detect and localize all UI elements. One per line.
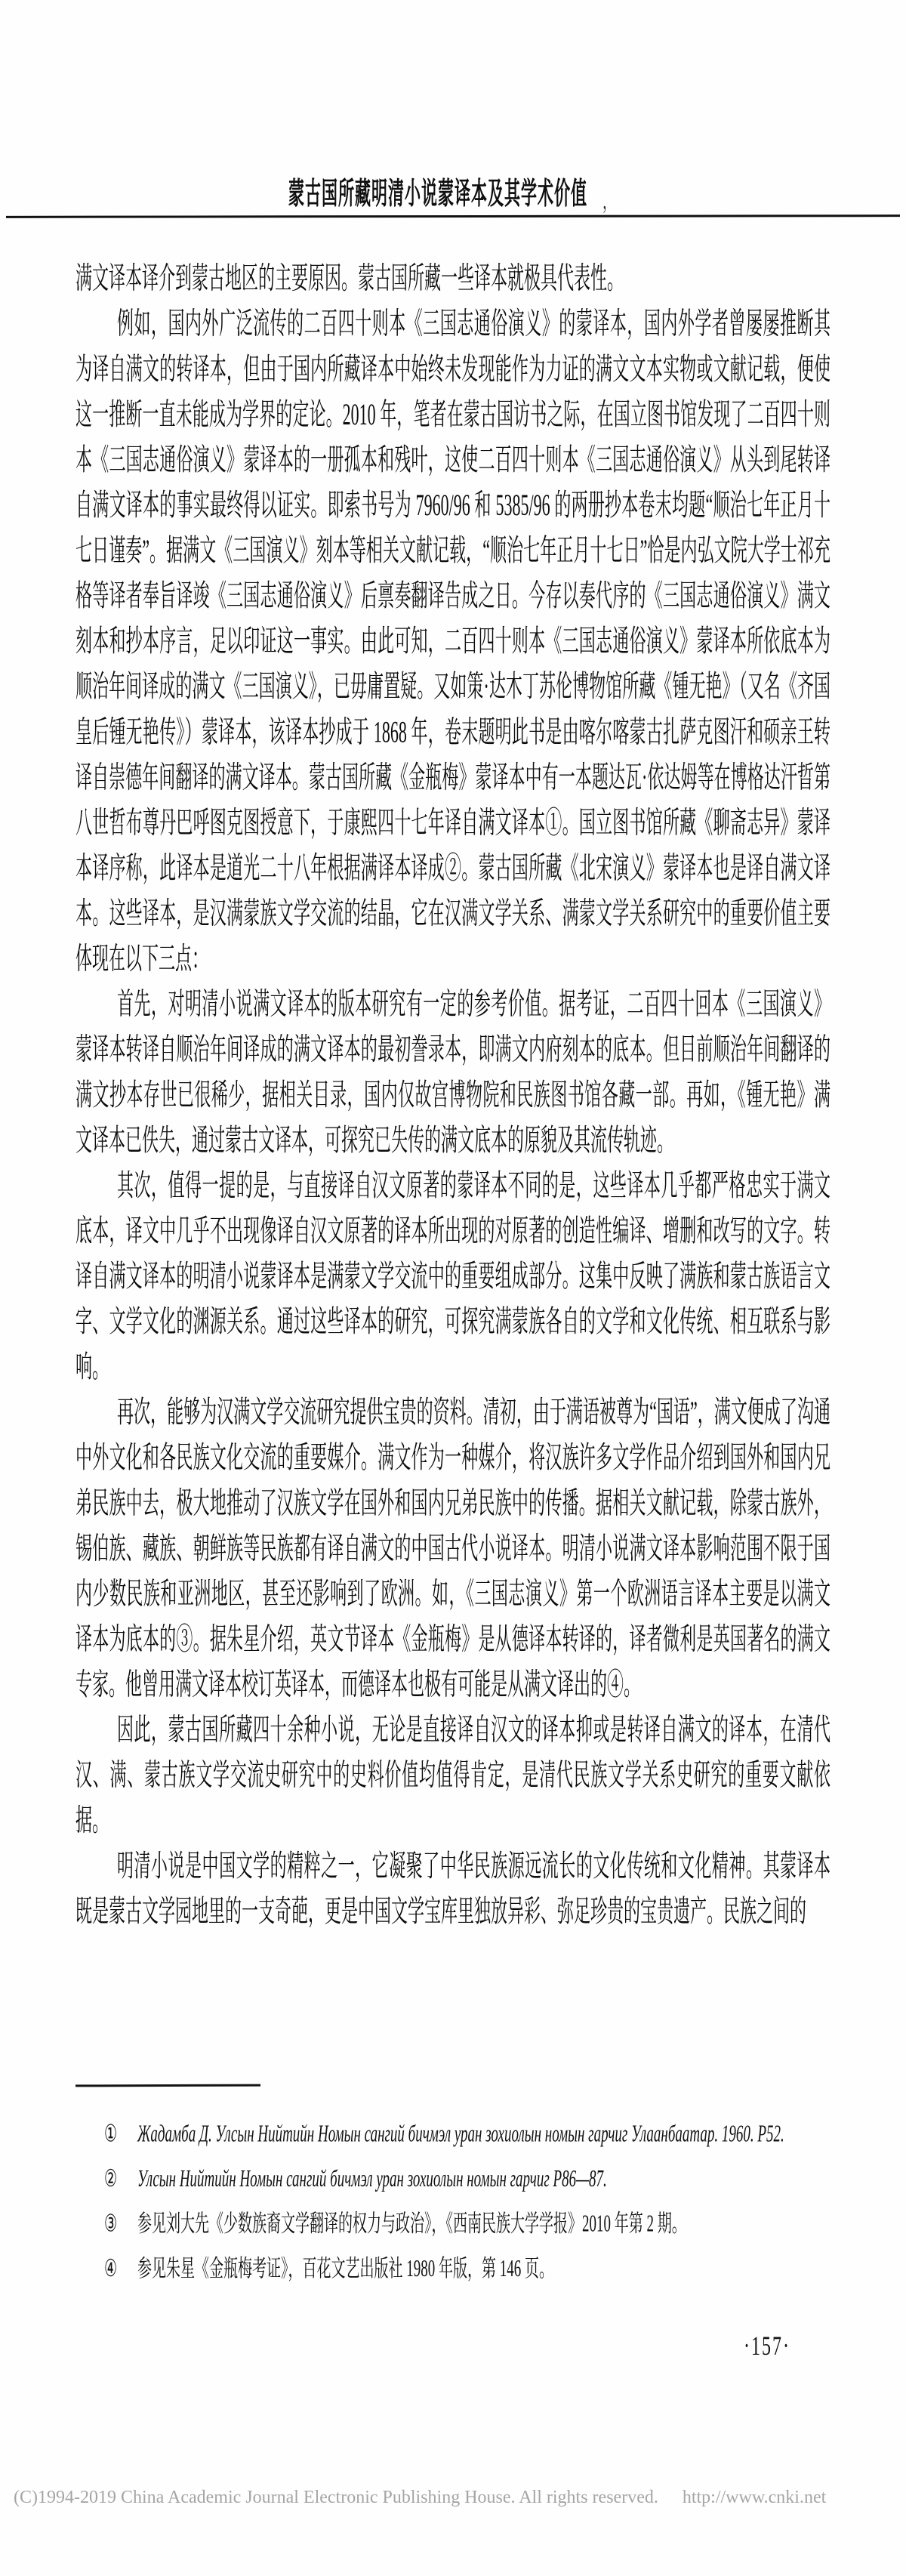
body-paragraph: 例如，国内外广泛流传的二百四十则本《三国志通俗演义》的蒙译本，国内外学者曾屡屡推断其为译自满文的转译本，但由于国内所藏译本中始终未发现能作为力证的满文文本实物或文献记载，便使这一推断一直未能成为学界的定论。2010 年，笔者在蒙古国访书之际，在国立图书馆发现了二百四十则本《三国志通俗演义》蒙译本的一册孤本和残叶，这使二百四十则本《三国志通俗演义》从头到尾转译自满文译本的事实最终得以证实。即索书号为 7960/96 和 5385/96 的两册抄本卷末均题“顺治七年正月十七日谨奏”。据满文《三国演义》刻本等相关文献记载，“顺治七年正月十七日”恰是内弘文院大学士祁充格等译者奉旨译竣《三国志通俗演义》后禀奏翻译告成之日。今存以奏代序的《三国志通俗演义》满文刻本和抄本序言，足以印证这一事实。由此可知，二百四十则本《三国志通俗演义》蒙译本所依底本为顺治年间译成的满文《三国演义》，已毋庸置疑。又如策·达木丁苏伦博物馆所藏《锺无艳》（又名《齐国皇后锺无艳传》）蒙译本，该译本抄成于 1868 年，卷末题明此书是由喀尔喀蒙古扎萨克图汗和硕亲王转译自崇德年间翻译的满文译本。蒙古国所藏《金瓶梅》蒙译本中有一本题达瓦·依达姆等在博格达汗晢第八世哲布尊丹巴呼图克图授意下，于康熙四十七年译自满文译本①。国立图书馆所藏《聊斋志异》蒙译本译序称，此译本是道光二十八年根据满译本译成②。蒙古国所藏《北宋演义》蒙译本也是译自满文译本。这些译本，是汉满蒙族文学交流的结晶，它在汉满文学关系、满蒙文学关系研究中的重要价值主要体现在以下三点： xyxy=(76,306,830,976)
footnotes-section xyxy=(104,2119,844,2299)
copyright-text: (C)1994-2019 China Academic Journal Electronic Publishing House. All rights reserved. xyxy=(14,2488,658,2507)
page-number: ·157· xyxy=(744,2332,790,2362)
footnote-item xyxy=(104,2209,844,2240)
body-paragraph: 其次，值得一提的是，与直接译自汉文原著的蒙译本不同的是，这些译本几乎都严格忠实于满文底本，译文中几乎不出现像译自汉文原著的译本所出现的对原著的创造性编译、增删和改写的文字。转译自满文译本的明清小说蒙译本是满蒙文学交流中的重要组成部分。这集中反映了满族和蒙古族语言文字、文学文化的渊源关系。通过这些译本的研究，可探究满蒙族各自的文学和文化传统、相互联系与影响。 xyxy=(76,1168,830,1384)
body-paragraph: 首先，对明清小说满文译本的版本研究有一定的参考价值。据考证，二百四十回本《三国演义》蒙译本转译自顺治年间译成的满文译本的最初誊录本，即满文内府刻本的底本。但目前顺治年间翻译的满文抄本存世已很稀少，据相关目录，国内仅故宫博物院和民族图书馆各藏一部。再如，《锺无艳》满文译本已佚失，通过蒙古文译本，可探究已失传的满文底本的原貌及其流传轨迹。 xyxy=(76,986,830,1157)
body-paragraph: 满文译本译介到蒙古地区的主要原因。蒙古国所藏一些译本就极具代表性。 xyxy=(76,261,624,295)
title-divider-rule xyxy=(6,214,900,218)
body-paragraph: 明清小说是中国文学的精粹之一，它凝聚了中华民族源远流长的文化传统和文化精神。其蒙译本既是蒙古文学园地里的一支奇葩，更是中国文学宝库里独放异彩、弥足珍贵的宝贵遗产。民族之间的 xyxy=(76,1848,830,1928)
footnote-text: 参见刘大先《少数族裔文学翻译的权力与政治》，《西南民族大学学报》2010 年第 2 期。 xyxy=(137,2211,686,2238)
footnote-separator-rule xyxy=(76,2084,260,2087)
footnote-item xyxy=(104,2254,844,2284)
article-body xyxy=(76,255,830,1933)
footnote-item xyxy=(104,2119,844,2150)
page-title: 蒙古国所藏明清小说蒙译本及其学术价值 xyxy=(288,176,587,211)
copyright-footer xyxy=(14,2488,892,2508)
footnote-item xyxy=(104,2164,844,2195)
footnote-text: Улсын Нийтийн Номын сангий бичмэл уран зохиолын номын гарчиг P86—87. xyxy=(137,2166,607,2193)
body-paragraph: 因此，蒙古国所藏四十余种小说，无论是直接译自汉文的译本抑或是转译自满文的译本，在清代汉、满、蒙古族文学交流史研究中的史料价值均值得肯定，是清代民族文学关系史研究的重要文献依据。 xyxy=(76,1712,830,1837)
footnote-marker: ① xyxy=(104,2121,118,2148)
footnote-marker: ② xyxy=(104,2166,118,2193)
footer-url: http://www.cnki.net xyxy=(682,2488,827,2507)
body-paragraph: 再次，能够为汉满文学交流研究提供宝贵的资料。清初，由于满语被尊为“国语”，满文便成了沟通中外文化和各民族文化交流的重要媒介。满文作为一种媒介，将汉族许多文学作品介绍到国外和国内兄弟民族中去，极大地推动了汉族文学在国外和国内兄弟民族中的传播。据相关文献记载，除蒙古族外，锡伯族、藏族、朝鲜族等民族都有译自满文的中国古代小说译本。明清小说满文译本影响范围不限于国内少数民族和亚洲地区，甚至还影响到了欧洲。如，《三国志演义》第一个欧洲语言译本主要是以满文译本为底本的③。据朱星介绍，英文节译本《金瓶梅》是从德译本转译的，译者微利是英国著名的满文专家。他曾用满文译本校订英译本，而德译本也极有可能是从满文译出的④。 xyxy=(76,1394,830,1701)
footnote-text: 参见朱星《金瓶梅考证》，百花文艺出版社 1980 年版，第 146 页。 xyxy=(137,2256,554,2283)
scan-artifact-mark: ， xyxy=(602,189,616,214)
footnote-marker: ③ xyxy=(104,2211,118,2238)
footnote-marker: ④ xyxy=(104,2256,118,2283)
footnote-text: Жадамба Д. Улсын Нийтийн Номын сангий бичмэл уран зохиолын номын гарчиг Улаанбаатар. 1960. P52. xyxy=(137,2121,784,2148)
